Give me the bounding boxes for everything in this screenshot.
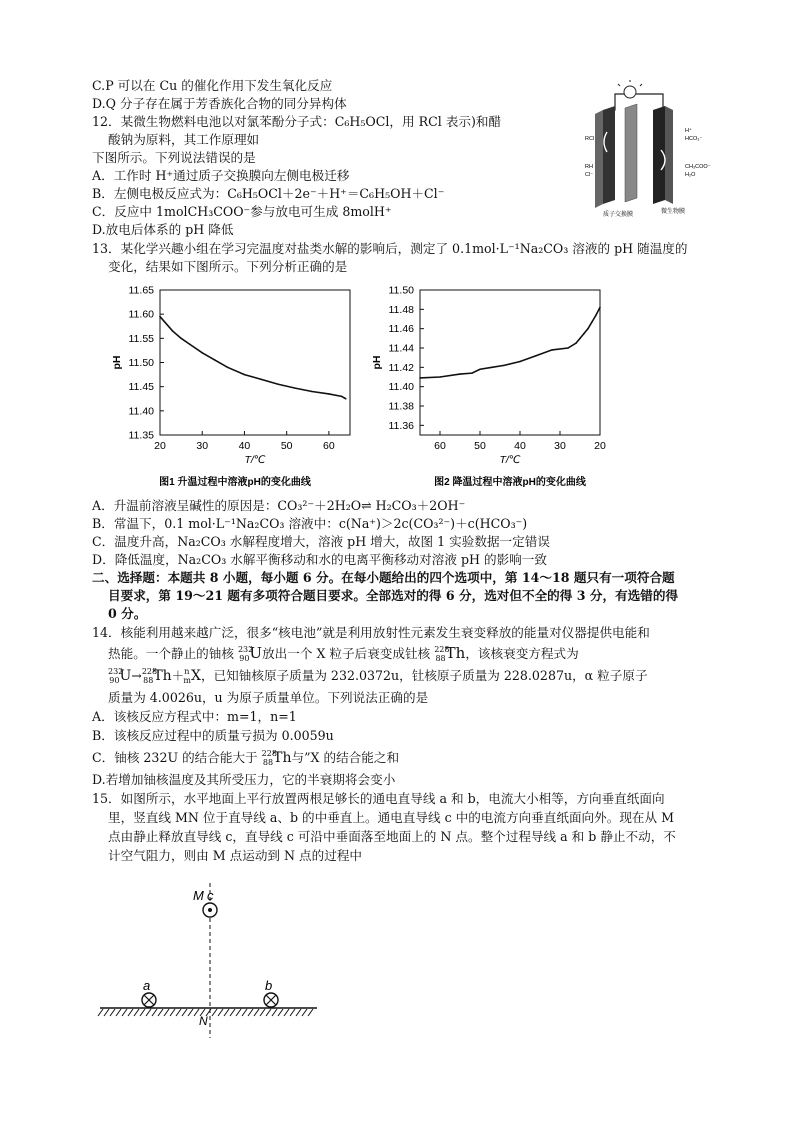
uranium-nuclide: $^{232}_{90}$U — [237, 644, 263, 663]
x-tick-label: 40 — [238, 440, 251, 452]
data-point — [189, 343, 191, 345]
x-tick-label: 20 — [594, 440, 606, 452]
label-rcl: RCl — [585, 136, 595, 142]
y-tick-label: 11.40 — [128, 405, 154, 418]
label-a: a — [143, 978, 151, 993]
label-membrane: 质子交换膜 — [603, 212, 634, 218]
wire-c-out-icon — [203, 903, 217, 917]
y-tick-label: 11.40 — [388, 381, 414, 394]
data-point — [503, 365, 505, 367]
label-rh: RH — [585, 164, 593, 170]
y-tick-label: 11.50 — [388, 284, 414, 297]
right-electrode — [653, 106, 665, 204]
data-point — [471, 372, 473, 374]
y-tick-label: 11.36 — [388, 419, 414, 432]
chart-cooling-ph — [360, 282, 610, 492]
data-point — [535, 355, 537, 357]
y-tick-label: 11.44 — [388, 342, 414, 355]
data-point — [583, 333, 585, 335]
light-bulb-icon — [618, 80, 642, 98]
data-point — [341, 396, 343, 398]
q14-option-b: B．该核反应过程中的质量亏损为 0.0059u — [92, 728, 334, 743]
q12-text-1: 12．某微生物燃料电池以对氯苯酚分子式：C₆H₅OCl，用 RCl 表示)和醋 — [92, 114, 502, 129]
x-tick-label: 40 — [514, 440, 526, 452]
data-point — [519, 361, 521, 363]
optc-thorium: $^{228}_{88}$Th — [261, 749, 292, 767]
q14-text-2a: 热能。一个静止的铀核 — [108, 646, 238, 661]
q13-text-1: 13．某化学兴趣小组在学习完温度对盐类水解的影响后，测定了 0.1mol·L⁻¹Na₂CO₃ 溶液的 pH 随温度的 — [92, 241, 688, 256]
q14-option-c1: C．铀核 232U 的结合能大于 — [92, 750, 262, 765]
q14-text-3b: ，已知铀核原子质量为 232.0372u，钍核原子质量为 228.0287u，α 粒子原子 — [200, 668, 648, 683]
y-tick-label: 11.45 — [128, 381, 154, 394]
x-tick-label: 30 — [196, 440, 209, 452]
data-point — [579, 338, 581, 340]
label-hco3: HCO₃⁻ — [685, 136, 703, 142]
data-point — [439, 376, 441, 378]
data-point — [201, 352, 203, 354]
q14-text-4: 质量为 4.0026u，u 为原子质量单位。下列说法正确的是 — [108, 690, 429, 705]
data-point — [551, 349, 553, 351]
x-tick-label: 30 — [554, 440, 566, 452]
y-tick-label: 11.38 — [388, 400, 414, 413]
eq-plus: ＋ — [171, 668, 185, 683]
data-point — [595, 314, 597, 316]
q15-text-4: 计空气阻力，则由 M 点运动到 N 点的过程中 — [108, 848, 363, 863]
q14-option-d: D.若增加铀核温度及其所受压力，它的半衰期将会变小 — [92, 772, 396, 787]
label-h2o: H₂O — [685, 172, 696, 178]
wire-a-in-icon — [142, 993, 156, 1007]
q13-option-b: B．常温下，0.1 mol·L⁻¹Na₂CO₃ 溶液中：c(Na⁺)＞2c(CO₃²⁻)＋c(HCO₃⁻) — [92, 516, 528, 531]
data-point — [328, 393, 330, 395]
q14-option-c2: 与”X 的结合能之和 — [291, 750, 400, 765]
q12-text-2: 酸钠为原料，其工作原理如 — [108, 132, 260, 147]
label-cl: Cl⁻ — [585, 172, 594, 178]
thorium-nuclide: $^{228}_{88}$Th — [434, 644, 466, 663]
y-tick-label: 11.65 — [128, 284, 154, 297]
y-tick-label: 11.42 — [388, 361, 414, 374]
option-c-line: C.P 可以在 Cu 的催化作用下发生氧化反应 — [92, 78, 333, 93]
label-m: M — [193, 888, 204, 903]
data-point — [567, 347, 569, 349]
x-tick-label: 50 — [474, 440, 486, 452]
data-point — [294, 387, 296, 389]
data-point — [227, 367, 229, 369]
eq-thorium: $^{228}_{88}$Th — [141, 667, 172, 685]
fuel-cell-diagram — [585, 80, 735, 220]
chart-title: 图2 降温过程中溶液pH的变化曲线 — [434, 477, 586, 488]
q15-text-1: 15．如图所示，水平地面上平行放置两根足够长的通电直导线 a 和 b，电流大小相等，方向垂直纸面向 — [92, 791, 665, 806]
y-tick-label: 11.55 — [128, 332, 154, 345]
label-microbe: 微生物膜 — [661, 209, 686, 215]
wire-diagram — [95, 878, 325, 1043]
plot-frame — [420, 290, 600, 435]
y-tick-label: 11.48 — [388, 303, 414, 316]
data-point — [587, 328, 589, 330]
label-h: H⁺ — [685, 128, 692, 134]
chart-heating-ph — [100, 282, 360, 492]
data-point — [261, 379, 263, 381]
eq-x: $^n_m$X — [183, 667, 201, 685]
label-c: c — [207, 888, 214, 903]
x-tick-label: 20 — [154, 440, 166, 452]
proton-exchange-membrane — [625, 104, 637, 202]
q12-option-a: A．工作时 H⁺通过质子交换膜向左侧电极迁移 — [92, 168, 350, 183]
data-point — [599, 307, 601, 309]
x-axis-label: T/℃ — [244, 454, 266, 466]
section2-header-2: 目要求，第 19～21 题有多项符合题目要求。全部选对的得 6 分，选对但不全的得 3 分，有选错的得 — [108, 588, 679, 603]
y-tick-label: 11.50 — [128, 357, 154, 369]
option-d-line: D.Q 分子存在属于芳香族化合物的同分异构体 — [92, 96, 347, 111]
label-ch3coo: CH₃COO⁻ — [685, 164, 711, 170]
y-tick-label: 11.60 — [128, 308, 154, 321]
left-electrode — [603, 106, 615, 204]
q14-option-a: A．该核反应方程式中：m=1，n=1 — [92, 709, 297, 724]
q15-text-3: 点由静止释放直导线 c，直导线 c 可沿中垂面落至地面上的 N 点。整个过程导线 a 和 b 静止不动，不 — [108, 829, 676, 844]
data-point — [459, 373, 461, 375]
eq-arrow: → — [131, 668, 142, 683]
data-point — [172, 330, 174, 332]
x-tick-label: 60 — [323, 440, 335, 452]
plot-frame — [160, 290, 350, 435]
data-point — [575, 342, 577, 344]
data-point — [163, 321, 165, 323]
series-line — [420, 307, 600, 378]
wire-b-in-icon — [264, 993, 278, 1007]
label-n: N — [199, 1014, 208, 1028]
chart-title: 图1 升温过程中溶液pH的变化曲线 — [159, 477, 311, 488]
section2-header-3: 0 分。 — [108, 606, 147, 621]
y-tick-label: 11.35 — [128, 429, 154, 442]
data-point — [419, 377, 421, 379]
q12-option-d: D.放电后体系的 pH 降低 — [92, 222, 234, 237]
y-axis-label: pH — [371, 355, 383, 370]
q14-text-2 — [108, 645, 579, 664]
q12-text-3: 下图所示。下列说法错误的是 — [92, 150, 256, 165]
q13-option-c: C．温度升高，Na₂CO₃ 水解程度增大，溶液 pH 增大，故图 1 实验数据一定错误 — [92, 534, 550, 549]
q14-text-1: 14．核能利用越来越广泛，很多“核电池”就是利用放射性元素发生衰变释放的能量对仪器提供电能和 — [92, 625, 650, 640]
q12-option-c: C．反应中 1molCH₃COO⁻参与放电可生成 8molH⁺ — [92, 204, 392, 219]
data-point — [479, 368, 481, 370]
label-b: b — [265, 978, 273, 993]
q15-text-2: 里，竖直线 MN 位于直导线 a、b 的中垂直上。通电直导线 c 中的电流方向垂直纸面向外。现在从 M — [108, 810, 675, 825]
section2-header-1: 二、选择题：本题共 8 小题，每小题 6 分。在每小题给出的四个选项中，第 14～18 题只有一项符合题 — [92, 570, 675, 585]
data-point — [311, 391, 313, 393]
data-point — [491, 367, 493, 369]
data-point — [591, 321, 593, 323]
data-point — [159, 316, 161, 318]
q14-option-c — [92, 750, 399, 768]
y-axis-label: pH — [111, 355, 123, 370]
x-axis-label: T/℃ — [499, 454, 521, 466]
data-point — [214, 359, 216, 361]
series-line — [160, 317, 346, 399]
q13-option-d: D．降低温度，Na₂CO₃ 水解平衡移动和水的电离平衡移动对溶液 pH 的影响一致 — [92, 552, 547, 567]
y-tick-label: 11.46 — [388, 323, 414, 336]
data-point — [345, 398, 347, 400]
q12-option-b: B．左侧电极反应式为：C₆H₅OCl＋2e⁻＋H⁺＝C₆H₅OH＋Cl⁻ — [92, 186, 445, 201]
eq-uranium: $^{232}_{90}$U — [108, 667, 132, 685]
data-point — [277, 383, 279, 385]
q13-option-a: A．升温前溶液呈碱性的原因是：CO₃²⁻＋2H₂O⇌ H₂CO₃＋2OH⁻ — [92, 498, 466, 513]
q13-text-2: 变化，结果如下图所示。下列分析正确的是 — [108, 259, 348, 274]
q14-text-2b: 放出一个 X 粒子后衰变成钍核 — [262, 646, 435, 661]
data-point — [180, 338, 182, 340]
data-point — [244, 374, 246, 376]
x-tick-label: 50 — [280, 440, 293, 452]
x-tick-label: 60 — [434, 440, 446, 452]
q14-text-2c: ，该核衰变方程式为 — [465, 646, 579, 661]
q14-text-3 — [108, 668, 648, 686]
